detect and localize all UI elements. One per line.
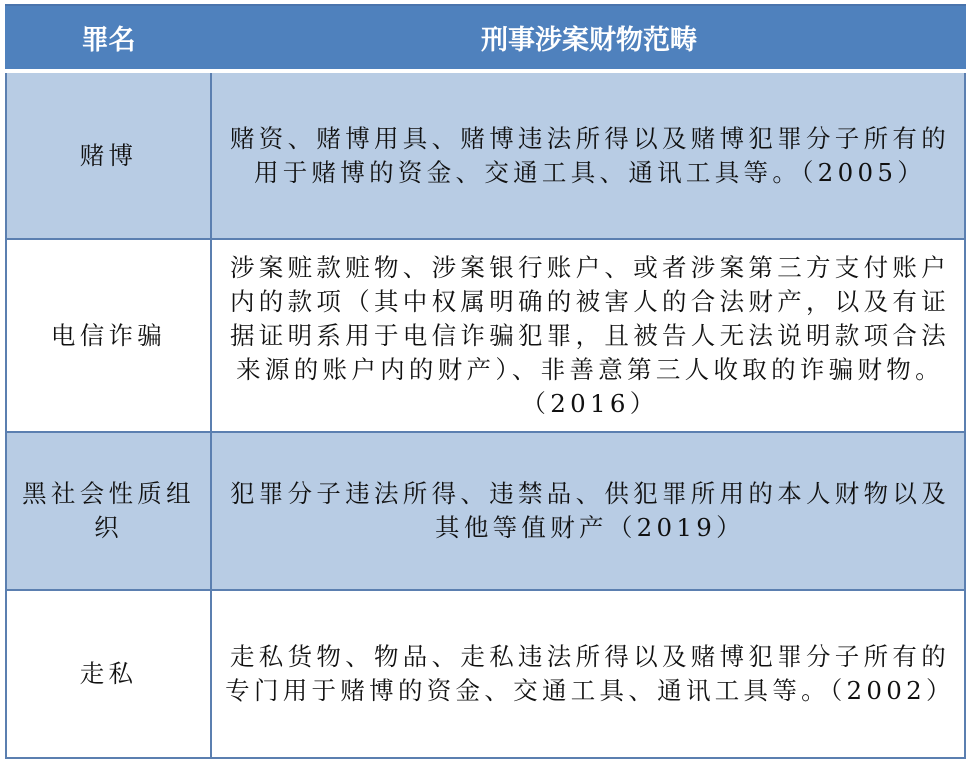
crime-name-cell: 电信诈骗 (7, 240, 212, 431)
crime-name-cell: 黑社会性质组织 (7, 433, 212, 589)
header-property-scope: 刑事涉案财物范畴 (481, 25, 697, 56)
property-scope-cell (212, 591, 964, 757)
table-row (7, 73, 964, 238)
table-row (7, 433, 964, 589)
criminal-property-table (5, 4, 966, 759)
table-row (7, 240, 964, 431)
property-scope-text: 走私货物、物品、走私违法所得以及赌博犯罪分子所有的专门用于赌博的资金、交通工具、通讯工具等。（2002） (225, 642, 955, 705)
crime-name-cell: 走私 (7, 591, 212, 757)
table-body (5, 73, 966, 759)
header-crime-name: 罪名 (81, 25, 136, 56)
table-header (5, 4, 966, 69)
crime-name-cell: 赌博 (7, 73, 212, 238)
property-scope-text: 赌资、赌博用具、赌博违法所得以及赌博犯罪分子所有的用于赌博的资金、交通工具、通讯工具等。（2005） (230, 123, 950, 187)
table-row (7, 591, 964, 757)
property-scope-cell (212, 240, 964, 431)
property-scope-cell (212, 73, 964, 238)
property-scope-text: 涉案赃款赃物、涉案银行账户、或者涉案第三方支付账户内的款项（其中权属明确的被害人的合法财产，以及有证据证明系用于电信诈骗犯罪，且被告人无法说明款项合法来源的账户内的财产）、非善意第三人收取的诈骗财物。（2016） (230, 252, 950, 418)
property-scope-text: 犯罪分子违法所得、违禁品、供犯罪所用的本人财物以及其他等值财产（2019） (230, 479, 950, 542)
property-scope-cell (212, 433, 964, 589)
